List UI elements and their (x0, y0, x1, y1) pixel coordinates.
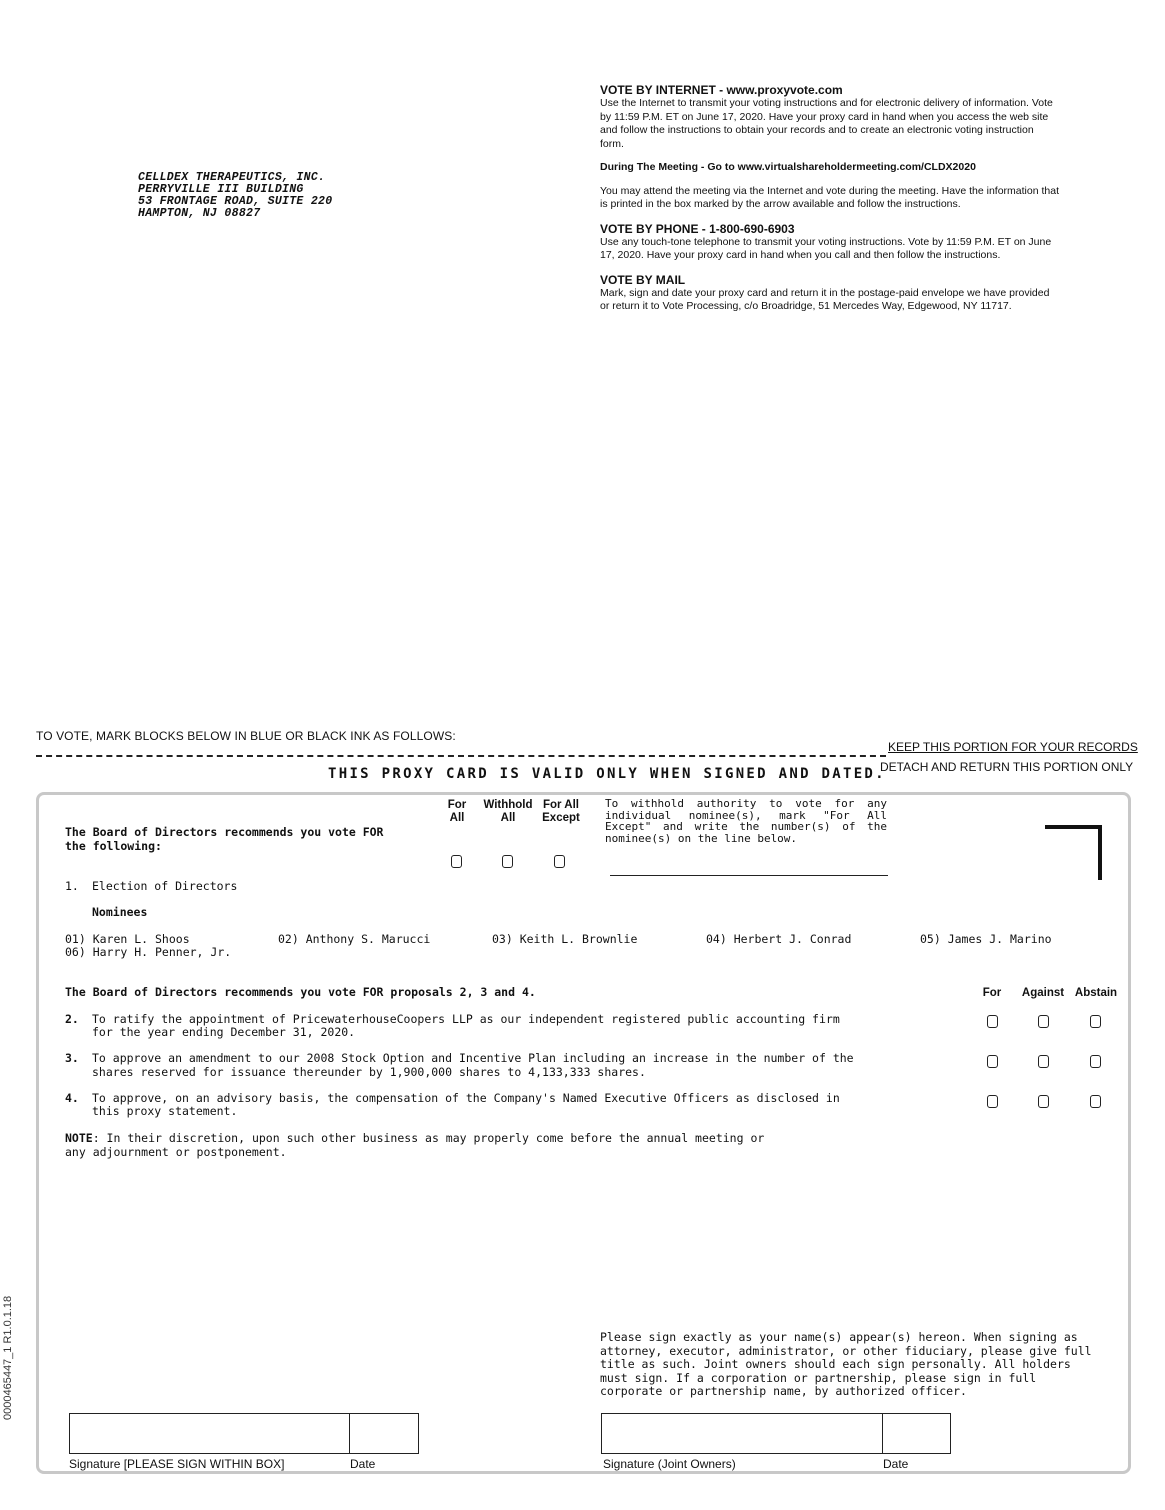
proposal2-number: 2. (65, 1012, 79, 1026)
company-address (138, 172, 332, 220)
company-building: PERRYVILLE III BUILDING (138, 183, 304, 196)
col-abstain: Abstain (1074, 987, 1118, 999)
date-box-joint[interactable] (882, 1413, 951, 1454)
detach-dashed-line (36, 755, 886, 757)
col-for-all: For All (447, 799, 467, 824)
proposal3-line1: To approve an amendment to our 2008 Stock Option and Incentive Plan including an increase in the number of the (92, 1051, 854, 1065)
during-meeting-heading: During The Meeting - Go to www.virtualshareholdermeeting.com/CLDX2020 (600, 161, 976, 173)
vote-phone-heading: VOTE BY PHONE - 1-800-690-6903 (600, 221, 795, 236)
proposal4-line1: To approve, on an advisory basis, the compensation of the Company's Named Executive Officers as disclosed in (92, 1091, 840, 1105)
proposal2-abstain-checkbox[interactable] (1090, 1015, 1101, 1028)
nominee-02: 02) Anthony S. Marucci (278, 932, 431, 946)
vote-phone-body: Use any touch-tone telephone to transmit your voting instructions. Vote by 11:59 P.M. ET on June 17, 2020. Have your proxy card in hand when you call and then follow the instructions. (600, 235, 1052, 261)
vote-internet-body: Use the Internet to transmit your voting instructions and for electronic delivery of information. Vote by 11:59 P.M. ET on June 17, 2020. Have your proxy card in hand when you access the web site and follow the instructions to obtain your records and to create an electronic voting instruction form. (600, 97, 1053, 150)
proposal3-line2: shares reserved for issuance thereunder by 1,900,000 shares to 4,133,333 shares. (92, 1065, 646, 1079)
voting-instructions (600, 83, 1060, 324)
signature-box-joint[interactable] (601, 1413, 883, 1454)
vote-mail-body: Mark, sign and date your proxy card and return it in the postage-paid envelope we have provided or return it to Vote Processing, c/o Broadridge, 51 Mercedes Way, Edgewood, NY 11717. (600, 286, 1050, 312)
col-withhold-all: Withhold All (483, 799, 533, 824)
signature-joint-label: Signature (Joint Owners) (603, 1457, 736, 1471)
col-for-all-except: For All Except (542, 799, 580, 824)
vote-internet-heading: VOTE BY INTERNET - www.proxyvote.com (600, 83, 843, 97)
during-meeting-body: You may attend the meeting via the Internet and vote during the meeting. Have the information that is printed in the box marked by the arrow available and follow the instructions. (600, 184, 1059, 210)
proposal3-number: 3. (65, 1051, 79, 1065)
checkbox-for-all[interactable] (451, 855, 462, 868)
nominee-exception-line[interactable] (610, 875, 888, 876)
detach-return-label: DETACH AND RETURN THIS PORTION ONLY (880, 760, 1134, 774)
board-recommendation-directors: The Board of Directors recommends you vote FOR the following: (65, 825, 384, 853)
company-city: HAMPTON, NJ 08827 (138, 207, 261, 220)
proposal4-abstain-checkbox[interactable] (1090, 1095, 1101, 1108)
checkbox-withhold-all[interactable] (502, 855, 513, 868)
proposal4-against-checkbox[interactable] (1038, 1095, 1049, 1108)
proposal2-for-checkbox[interactable] (987, 1015, 998, 1028)
proposal2-against-checkbox[interactable] (1038, 1015, 1049, 1028)
nominee-05: 05) James J. Marino (920, 932, 1052, 946)
form-code: 0000465447_1 R1.0.1.18 (2, 1295, 14, 1420)
proposal3-abstain-checkbox[interactable] (1090, 1055, 1101, 1068)
valid-only-notice: THIS PROXY CARD IS VALID ONLY WHEN SIGNED AND DATED. (328, 766, 886, 782)
note-text: : In their discretion, upon such other business as may properly come before the annual meeting or any adjournment or postponement. (65, 1131, 765, 1159)
mark-instructions: TO VOTE, MARK BLOCKS BELOW IN BLUE OR BLACK INK AS FOLLOWS: (36, 729, 456, 743)
date-box-primary[interactable] (349, 1413, 419, 1454)
proposal4-line2: this proxy statement. (92, 1104, 238, 1118)
company-street: 53 FRONTAGE ROAD, SUITE 220 (138, 195, 333, 208)
checkbox-for-all-except[interactable] (554, 855, 565, 868)
proposal4-number: 4. (65, 1091, 79, 1105)
proposal3-against-checkbox[interactable] (1038, 1055, 1049, 1068)
corner-registration-mark (1045, 825, 1102, 880)
item1-number: 1. (65, 879, 79, 893)
vote-mail-heading: VOTE BY MAIL (600, 272, 686, 287)
proposal4-for-checkbox[interactable] (987, 1095, 998, 1108)
proposal2-line2: for the year ending December 31, 2020. (92, 1025, 356, 1039)
col-against: Against (1021, 987, 1065, 999)
signing-instructions: Please sign exactly as your name(s) appear(s) hereon. When signing as attorney, executor, administrator, or other fiduciary, please give full title as such. Joint owners should each sign personally. All holders must sign. If a corporation or partnership, please sign in full corporate or partnership name, by authorized officer. (600, 1330, 1092, 1398)
note-label: NOTE (65, 1131, 93, 1145)
withhold-instructions: To withhold authority to vote for any individual nominee(s), mark "For All Except" and write the number(s) of the nominee(s) on the line below. (605, 797, 887, 845)
board-recommendation-proposals: The Board of Directors recommends you vote FOR proposals 2, 3 and 4. (65, 985, 536, 999)
date-joint-label: Date (883, 1457, 909, 1471)
proposal2-line1: To ratify the appointment of PricewaterhouseCoopers LLP as our independent registered public accounting firm (92, 1012, 840, 1026)
signature-box-primary[interactable] (69, 1413, 350, 1454)
nominees-label: Nominees (92, 905, 148, 919)
keep-portion-label: KEEP THIS PORTION FOR YOUR RECORDS (888, 740, 1138, 754)
item1-title: Election of Directors (92, 879, 238, 893)
proposal3-for-checkbox[interactable] (987, 1055, 998, 1068)
nominee-01: 01) Karen L. Shoos (65, 932, 190, 946)
col-for: For (982, 987, 1002, 999)
nominee-03: 03) Keith L. Brownlie (492, 932, 638, 946)
nominee-04: 04) Herbert J. Conrad (706, 932, 852, 946)
date-primary-label: Date (350, 1457, 376, 1471)
company-name: CELLDEX THERAPEUTICS, INC. (138, 171, 326, 184)
signature-primary-label: Signature [PLEASE SIGN WITHIN BOX] (69, 1457, 285, 1471)
note-paragraph (65, 1132, 785, 1159)
nominee-06: 06) Harry H. Penner, Jr. (65, 945, 232, 959)
